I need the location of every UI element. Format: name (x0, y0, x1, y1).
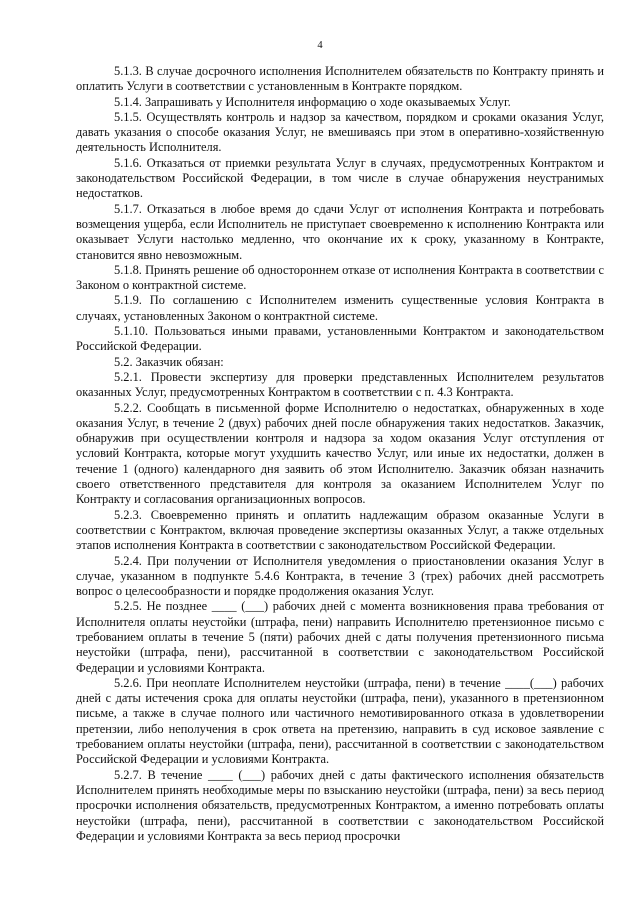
clause-5-2-1: 5.2.1. Провести экспертизу для проверки представленных Исполнителем результатов оказанных Услуг, предусмотренных Контрактом в соответствии с п. 4.3 Контракта. (76, 369, 604, 400)
clause-5-2-2: 5.2.2. Сообщать в письменной форме Исполнителю о недостатках, обнаруженных в ходе оказания Услуг, в течение 2 (двух) рабочих дней после обнаружения таких недостатков. Заказчик, обнаружив при осуществлении контроля и надзора за ходом оказания Услуг отступления от условий Контракта, которые могут ухудшить качество Услуг, или иные их недостатки, должен в течение 1 (одного) календарного дня заявить об этом Исполнителю. Заказчик обязан назначить своего ответственного представителя для контроля за оказанием Исполнителем Услуг по Контракту и согласования организационных вопросов. (76, 400, 604, 507)
document-body (76, 64, 604, 844)
clause-5-2-3: 5.2.3. Своевременно принять и оплатить надлежащим образом оказанные Услуги в соответствии с Контрактом, включая проведение экспертизы оказанных Услуг, а также отдельных этапов исполнения Контракта в соответствии с законодательством Российской Федерации. (76, 507, 604, 553)
page-number: 4 (317, 40, 323, 51)
clause-5-1-7: 5.1.7. Отказаться в любое время до сдачи Услуг от исполнения Контракта и потребовать возмещения ущерба, если Исполнитель не приступает своевременно к исполнению Контракта или оказывает Услуги настолько медленно, что окончание их к сроку, указанному в Контракте, становится явно невозможным. (76, 201, 604, 262)
clause-5-2-5: 5.2.5. Не позднее ____ (___) рабочих дней с момента возникновения права требования от Исполнителя оплаты неустойки (штрафа, пени) направить Исполнителю претензионное письмо с требованием оплаты в течение 5 (пяти) рабочих дней с даты получения претензионного письма неустойки (штрафа, пени), рассчитанной в соответствии с законодательством Российской Федерации и условиями Контракта. (76, 599, 604, 675)
clause-5-1-3: 5.1.3. В случае досрочного исполнения Исполнителем обязательств по Контракту принять и оплатить Услуги в соответствии с установленным в Контракте порядком. (76, 64, 604, 94)
clause-5-2-4: 5.2.4. При получении от Исполнителя уведомления о приостановлении оказания Услуг в случае, указанном в подпункте 5.4.6 Контракта, в течение 3 (трех) рабочих дней рассмотреть вопрос о целесообразности и порядке продолжения оказания Услуг. (76, 553, 604, 599)
clause-5-2-6: 5.2.6. При неоплате Исполнителем неустойки (штрафа, пени) в течение ____(___) рабочих дней с даты истечения срока для оплаты неустойки (штрафа, пени), указанного в претензионном письме, а также в случае полного или частичного немотивированного отказа в удовлетворении претензии, либо неполучения в срок ответа на претензию, направить в суд исковое заявление с требованием оплаты неустойки (штрафа, пени), рассчитанной в соответствии с законодательством Российской Федерации и условиями Контракта. (76, 675, 604, 767)
clause-5-1-8: 5.1.8. Принять решение об одностороннем отказе от исполнения Контракта в соответствии с Законом о контрактной системе. (76, 262, 604, 293)
clause-5-1-6: 5.1.6. Отказаться от приемки результата Услуг в случаях, предусмотренных Контрактом и законодательством Российской Федерации, в том числе в случае обнаружения неустранимых недостатков. (76, 155, 604, 201)
clause-5-1-5: 5.1.5. Осуществлять контроль и надзор за качеством, порядком и сроками оказания Услуг, давать указания о способе оказания Услуг, не вмешиваясь при этом в оперативно-хозяйственную деятельность Исполнителя. (76, 109, 604, 155)
clause-5-1-10: 5.1.10. Пользоваться иными правами, установленными Контрактом и законодательством Российской Федерации. (76, 324, 604, 354)
clause-5-1-9: 5.1.9. По соглашению с Исполнителем изменить существенные условия Контракта в случаях, установленных Законом о контрактной системе. (76, 293, 604, 323)
clause-5-1-4: 5.1.4. Запрашивать у Исполнителя информацию о ходе оказываемых Услуг. (114, 94, 511, 109)
clause-5-2-7: 5.2.7. В течение ____ (___) рабочих дней с даты фактического исполнения обязательств Исполнителем принять необходимые меры по взысканию неустойки (штрафа, пени) за весь период просрочки исполнения обязательств, предусмотренных Контрактом, а именно потребовать оплаты неустойки (штрафа, пени), рассчитанной в соответствии с законодательством Российской Федерации и условиями Контракта за весь период просрочки (76, 767, 604, 843)
section-5-2-heading: 5.2. Заказчик обязан: (114, 354, 224, 369)
